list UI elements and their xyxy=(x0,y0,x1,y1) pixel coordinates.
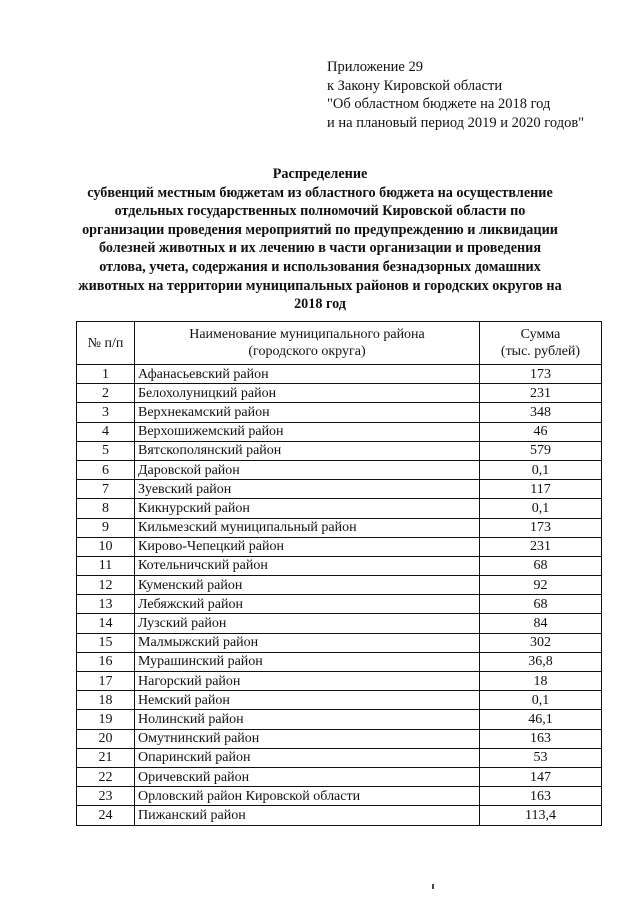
row-sum-cell: 147 xyxy=(480,767,602,786)
row-name-cell: Кильмезский муниципальный район xyxy=(135,518,480,537)
table-header-row xyxy=(77,322,602,365)
table-row xyxy=(77,806,602,825)
row-number-cell: 19 xyxy=(77,710,135,729)
row-name-cell: Лузский район xyxy=(135,614,480,633)
row-sum-cell: 302 xyxy=(480,633,602,652)
row-number-cell: 1 xyxy=(77,365,135,384)
row-sum-cell: 0,1 xyxy=(480,499,602,518)
row-sum-cell: 348 xyxy=(480,403,602,422)
row-number-cell: 5 xyxy=(77,441,135,460)
row-sum-cell: 173 xyxy=(480,518,602,537)
annex-line: Приложение 29 xyxy=(327,59,423,75)
row-sum-cell: 68 xyxy=(480,595,602,614)
row-number-cell: 12 xyxy=(77,576,135,595)
table-row xyxy=(77,556,602,575)
table-row xyxy=(77,652,602,671)
column-header-name-line2: (городского округа) xyxy=(248,344,366,359)
row-sum-cell: 36,8 xyxy=(480,652,602,671)
row-name-cell: Лебяжский район xyxy=(135,595,480,614)
title-line: организации проведения мероприятий по предупреждению и ликвидации xyxy=(82,221,558,238)
table-body xyxy=(77,365,602,826)
scan-mark xyxy=(432,884,434,889)
row-number-cell: 3 xyxy=(77,403,135,422)
table-row xyxy=(77,499,602,518)
table-row xyxy=(77,748,602,767)
row-number-cell: 15 xyxy=(77,633,135,652)
row-name-cell: Пижанский район xyxy=(135,806,480,825)
row-sum-cell: 46,1 xyxy=(480,710,602,729)
row-number-cell: 22 xyxy=(77,767,135,786)
row-sum-cell: 231 xyxy=(480,537,602,556)
annex-line: "Об областном бюджете на 2018 год xyxy=(327,96,551,113)
table-row xyxy=(77,460,602,479)
table-row xyxy=(77,384,602,403)
annex-line: к Закону Кировской области xyxy=(327,77,503,94)
row-name-cell: Верхошижемский район xyxy=(135,422,480,441)
table-row xyxy=(77,365,602,384)
row-name-cell: Малмыжский район xyxy=(135,633,480,652)
row-number-cell: 6 xyxy=(77,460,135,479)
row-name-cell: Омутнинский район xyxy=(135,729,480,748)
row-name-cell: Немский район xyxy=(135,691,480,710)
row-sum-cell: 0,1 xyxy=(480,460,602,479)
title-line: животных на территории муниципальных районов и городских округов на xyxy=(78,277,562,294)
row-number-cell: 13 xyxy=(77,595,135,614)
row-name-cell: Нагорский район xyxy=(135,672,480,691)
table-row xyxy=(77,729,602,748)
row-name-cell: Зуевский район xyxy=(135,480,480,499)
table-row xyxy=(77,767,602,786)
column-header-number xyxy=(77,322,135,365)
row-sum-cell: 18 xyxy=(480,672,602,691)
row-name-cell: Нолинский район xyxy=(135,710,480,729)
row-sum-cell: 173 xyxy=(480,365,602,384)
row-name-cell: Верхнекамский район xyxy=(135,403,480,422)
row-number-cell: 9 xyxy=(77,518,135,537)
table-row xyxy=(77,614,602,633)
table-row xyxy=(77,787,602,806)
row-sum-cell: 46 xyxy=(480,422,602,441)
column-header-name xyxy=(135,322,480,365)
distribution-table xyxy=(76,321,602,826)
column-header-sum-line1: Сумма xyxy=(520,327,561,342)
table-row xyxy=(77,480,602,499)
table-row xyxy=(77,576,602,595)
row-sum-cell: 53 xyxy=(480,748,602,767)
row-number-cell: 10 xyxy=(77,537,135,556)
row-number-cell: 24 xyxy=(77,806,135,825)
row-sum-cell: 163 xyxy=(480,787,602,806)
row-number-cell: 14 xyxy=(77,614,135,633)
table-row xyxy=(77,518,602,537)
row-sum-cell: 84 xyxy=(480,614,602,633)
row-sum-cell: 68 xyxy=(480,556,602,575)
row-sum-cell: 117 xyxy=(480,480,602,499)
table-row xyxy=(77,691,602,710)
row-name-cell: Даровской район xyxy=(135,460,480,479)
table-row xyxy=(77,595,602,614)
title-line: 2018 год xyxy=(294,296,346,313)
row-name-cell: Куменский район xyxy=(135,576,480,595)
column-header-sum-line2: (тыс. рублей) xyxy=(500,344,581,359)
row-sum-cell: 113,4 xyxy=(480,806,602,825)
table-row xyxy=(77,422,602,441)
row-name-cell: Кикнурский район xyxy=(135,499,480,518)
row-name-cell: Белохолуницкий район xyxy=(135,384,480,403)
table-row xyxy=(77,672,602,691)
column-header-name-line1: Наименование муниципального района xyxy=(189,327,425,342)
row-number-cell: 18 xyxy=(77,691,135,710)
table-row xyxy=(77,710,602,729)
row-number-cell: 16 xyxy=(77,652,135,671)
title-line: отдельных государственных полномочий Кировской области по xyxy=(114,203,526,220)
table-row xyxy=(77,403,602,422)
row-number-cell: 2 xyxy=(77,384,135,403)
title-line: отлова, учета, содержания и использования безнадзорных домашних xyxy=(99,258,541,275)
row-name-cell: Мурашинский район xyxy=(135,652,480,671)
title-line: болезней животных и их лечению в части организации и проведения xyxy=(98,240,542,257)
table-row xyxy=(77,441,602,460)
row-number-cell: 21 xyxy=(77,748,135,767)
row-name-cell: Кирово-Чепецкий район xyxy=(135,537,480,556)
row-number-cell: 20 xyxy=(77,729,135,748)
column-header-sum xyxy=(480,322,602,365)
row-sum-cell: 231 xyxy=(480,384,602,403)
annex-line: и на плановый период 2019 и 2020 годов" xyxy=(327,114,585,131)
row-number-cell: 23 xyxy=(77,787,135,806)
title-line: Распределение xyxy=(272,166,368,182)
row-number-cell: 8 xyxy=(77,499,135,518)
row-sum-cell: 92 xyxy=(480,576,602,595)
title-line: субвенций местным бюджетам из областного бюджета на осуществление xyxy=(87,184,553,201)
row-name-cell: Оричевский район xyxy=(135,767,480,786)
row-name-cell: Котельничский район xyxy=(135,556,480,575)
row-sum-cell: 163 xyxy=(480,729,602,748)
document-title xyxy=(70,165,570,314)
row-sum-cell: 0,1 xyxy=(480,691,602,710)
row-sum-cell: 579 xyxy=(480,441,602,460)
row-name-cell: Афанасьевский район xyxy=(135,365,480,384)
annex-header xyxy=(327,58,584,132)
row-number-cell: 11 xyxy=(77,556,135,575)
table-row xyxy=(77,633,602,652)
row-name-cell: Орловский район Кировской области xyxy=(135,787,480,806)
row-number-cell: 7 xyxy=(77,480,135,499)
row-name-cell: Вятскополянский район xyxy=(135,441,480,460)
row-number-cell: 17 xyxy=(77,672,135,691)
table-row xyxy=(77,537,602,556)
row-name-cell: Опаринский район xyxy=(135,748,480,767)
row-number-cell: 4 xyxy=(77,422,135,441)
column-header-number-text: № п/п xyxy=(87,335,124,351)
